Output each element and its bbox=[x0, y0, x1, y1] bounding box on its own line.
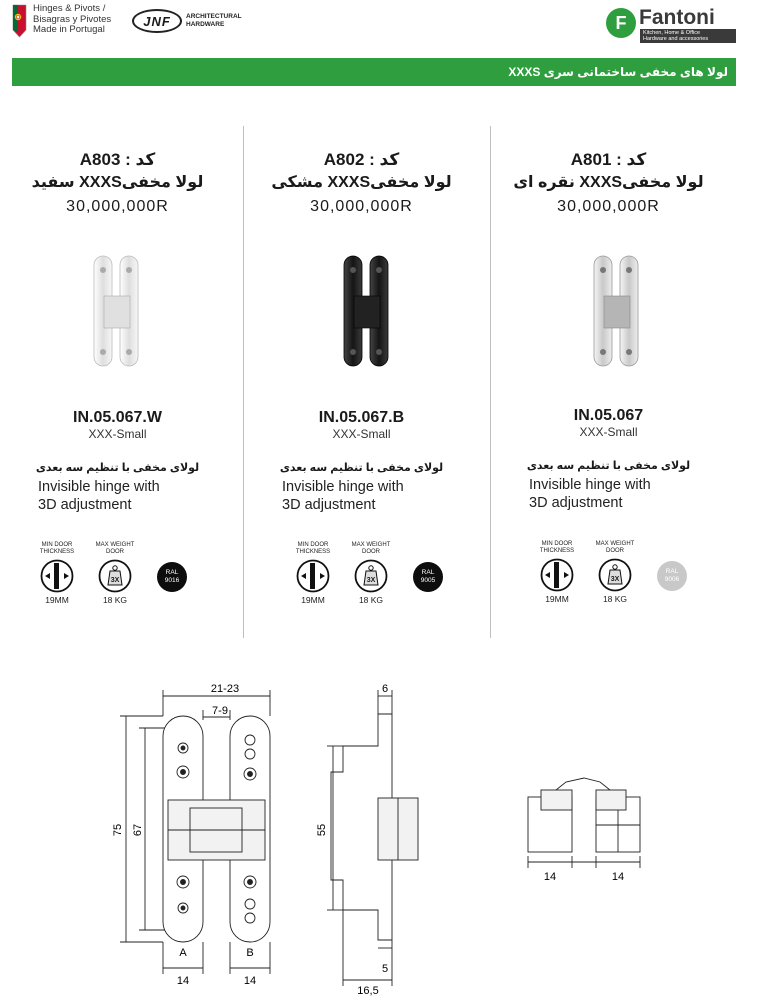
dim-height-67: 67 bbox=[132, 823, 144, 837]
brand-name: Fantoni bbox=[639, 6, 715, 29]
hinge-photo-silver bbox=[594, 256, 638, 366]
ral-label: RAL bbox=[421, 569, 435, 576]
description-en bbox=[491, 476, 726, 512]
product-size: XXX-Small bbox=[88, 427, 147, 441]
dim-side-depth: 6 bbox=[381, 683, 389, 695]
made-in-line-2: Bisagras y Pivotes bbox=[33, 13, 112, 25]
product-card bbox=[244, 150, 479, 216]
door-thickness-icon bbox=[40, 559, 74, 593]
dim-side-bottom: 5 bbox=[381, 963, 389, 975]
dim-height-75: 75 bbox=[112, 823, 124, 837]
brand-tagline bbox=[640, 29, 736, 43]
hinge-photo-white bbox=[94, 256, 138, 366]
dim-inner-width: 7-9 bbox=[212, 705, 228, 717]
min-door-label-line-2: THICKNESS bbox=[539, 548, 575, 554]
product-info bbox=[0, 409, 235, 514]
product-reference: IN.05.067 bbox=[573, 407, 644, 424]
max-weight-value: 18 KG bbox=[358, 595, 384, 605]
jnf-logo: JNF bbox=[132, 9, 182, 33]
description-fa: لولای مخفی با تنظیم سه بعدی bbox=[279, 462, 444, 474]
max-weight-value: 18 KG bbox=[102, 595, 128, 605]
product-info bbox=[244, 409, 479, 514]
product-price: 30,000,000R bbox=[557, 198, 660, 215]
product-code: کد : A801 bbox=[570, 150, 647, 169]
leaf-label-a: A bbox=[179, 947, 187, 959]
door-thickness-icon bbox=[296, 559, 330, 593]
ral-label: RAL bbox=[665, 568, 679, 575]
min-door-label-line-2: THICKNESS bbox=[295, 549, 331, 555]
dim-open-right: 14 bbox=[611, 871, 625, 883]
ral-code: 9006 bbox=[664, 576, 680, 583]
max-weight-label-line-1: MAX WEIGHT bbox=[595, 541, 635, 547]
ral-color-badge bbox=[657, 561, 687, 591]
description-en-line-2: 3D adjustment bbox=[38, 497, 132, 513]
product-code: کد : A802 bbox=[323, 150, 400, 169]
cycles-mark: 3X bbox=[366, 577, 376, 584]
banner-title: لولا های مخفی ساختمانی سری XXXS bbox=[508, 65, 728, 79]
ral-label: RAL bbox=[165, 569, 179, 576]
product-name: لولا مخفیXXXS مشکی bbox=[271, 174, 452, 191]
ral-color-badge bbox=[413, 562, 443, 592]
spec-icons bbox=[540, 541, 710, 616]
weight-icon bbox=[98, 559, 132, 593]
description-en-line-1: Invisible hinge with bbox=[282, 479, 404, 495]
product-price: 30,000,000R bbox=[310, 198, 413, 215]
product-size: XXX-Small bbox=[332, 427, 391, 441]
ral-code: 9005 bbox=[420, 577, 436, 584]
spec-icons bbox=[296, 542, 466, 617]
product-name: لولا مخفیXXXS نقره ای bbox=[513, 174, 704, 191]
dim-width-b: 14 bbox=[243, 975, 257, 987]
max-weight-label-line-2: DOOR bbox=[362, 549, 380, 555]
product-code: کد : A803 bbox=[79, 150, 156, 169]
description-en bbox=[244, 478, 479, 514]
spec-icons bbox=[40, 542, 210, 617]
dim-side-height: 55 bbox=[316, 823, 328, 837]
min-door-label bbox=[32, 542, 82, 556]
brand-tagline-line-2: Hardware and accessories bbox=[643, 36, 709, 42]
product-card bbox=[491, 150, 726, 216]
made-in-portugal-text bbox=[33, 4, 111, 36]
description-en bbox=[0, 478, 235, 514]
min-door-value: 19MM bbox=[45, 595, 69, 605]
min-door-value: 19MM bbox=[545, 594, 569, 604]
min-door-label bbox=[532, 541, 582, 555]
jnf-tagline-line-1: ARCHITECTURAL bbox=[186, 13, 242, 20]
jnf-tagline-line-2: HARDWARE bbox=[186, 21, 225, 28]
min-door-label-line-2: THICKNESS bbox=[39, 549, 75, 555]
open-view-drawing bbox=[528, 778, 640, 868]
made-in-line-1: Hinges & Pivots / bbox=[33, 3, 106, 14]
max-weight-label-line-1: MAX WEIGHT bbox=[95, 542, 135, 548]
max-weight-label-line-2: DOOR bbox=[106, 549, 124, 555]
product-card bbox=[0, 150, 235, 216]
leaf-label-b: B bbox=[246, 947, 254, 959]
technical-drawing bbox=[0, 670, 757, 1000]
door-thickness-icon bbox=[540, 558, 574, 592]
dim-open-left: 14 bbox=[543, 871, 557, 883]
product-reference: IN.05.067.B bbox=[318, 409, 405, 426]
min-door-value: 19MM bbox=[301, 595, 325, 605]
ral-code: 9016 bbox=[164, 577, 180, 584]
product-photos bbox=[0, 250, 757, 375]
max-weight-label bbox=[346, 542, 396, 556]
description-en-line-2: 3D adjustment bbox=[529, 495, 623, 511]
cycles-mark: 3X bbox=[110, 577, 120, 584]
description-fa: لولای مخفی با تنظیم سه بعدی bbox=[35, 462, 200, 474]
made-in-line-3: Made in Portugal bbox=[33, 24, 105, 35]
description-en-line-1: Invisible hinge with bbox=[38, 479, 160, 495]
min-door-label-line-1: MIN DOOR bbox=[41, 542, 73, 548]
cycles-mark: 3X bbox=[610, 576, 620, 583]
min-door-label-line-1: MIN DOOR bbox=[541, 541, 573, 547]
max-weight-label bbox=[90, 542, 140, 556]
product-price: 30,000,000R bbox=[66, 198, 169, 215]
min-door-label-line-1: MIN DOOR bbox=[297, 542, 329, 548]
fantoni-logo-icon: F bbox=[606, 8, 636, 38]
max-weight-value: 18 KG bbox=[602, 594, 628, 604]
weight-icon bbox=[354, 559, 388, 593]
side-view-drawing bbox=[327, 690, 418, 986]
brand-tagline-line-1: Kitchen, Home & Office bbox=[643, 30, 701, 36]
dim-width-range: 21-23 bbox=[210, 683, 240, 695]
ral-color-badge bbox=[157, 562, 187, 592]
max-weight-label-line-1: MAX WEIGHT bbox=[351, 542, 391, 548]
dim-side-total: 16,5 bbox=[357, 985, 379, 997]
weight-icon bbox=[598, 558, 632, 592]
portugal-flag-icon bbox=[12, 4, 27, 38]
min-door-label bbox=[288, 542, 338, 556]
product-name: لولا مخفیXXXS سفید bbox=[31, 174, 204, 191]
hinge-photo-black bbox=[344, 256, 388, 366]
product-reference: IN.05.067.W bbox=[73, 409, 162, 426]
description-en-line-2: 3D adjustment bbox=[282, 497, 376, 513]
jnf-tagline bbox=[186, 13, 242, 29]
dim-width-a: 14 bbox=[176, 975, 190, 987]
description-en-line-1: Invisible hinge with bbox=[529, 477, 651, 493]
product-info bbox=[491, 407, 726, 512]
description-fa: لولای مخفی با تنظیم سه بعدی bbox=[526, 460, 691, 472]
max-weight-label-line-2: DOOR bbox=[606, 548, 624, 554]
product-size: XXX-Small bbox=[579, 425, 638, 439]
max-weight-label bbox=[590, 541, 640, 555]
